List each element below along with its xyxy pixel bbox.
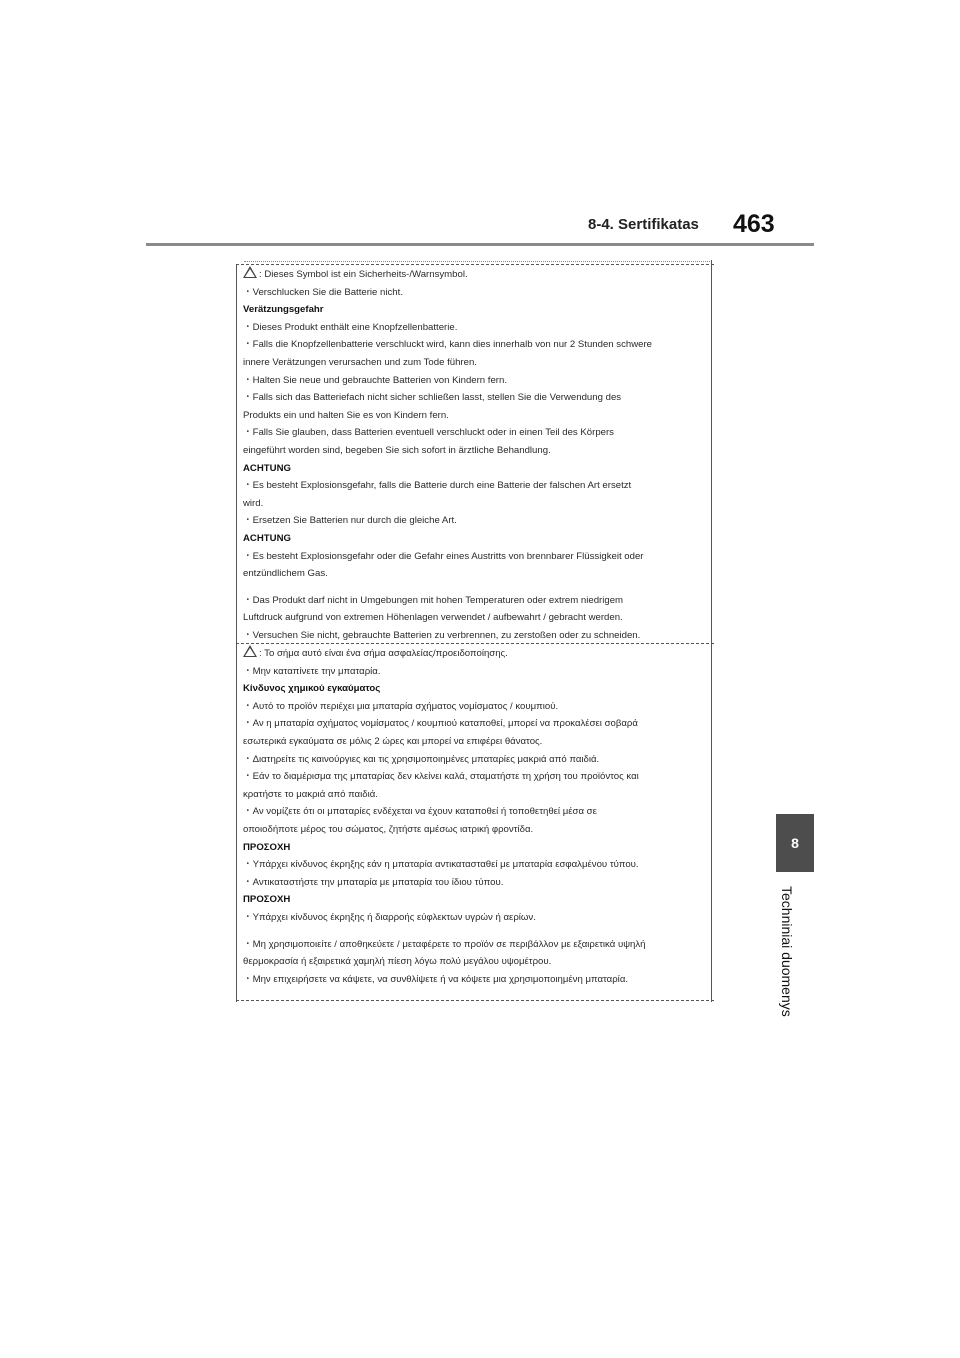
greek-line: κρατήστε το μακριά από παιδιά. — [243, 788, 378, 800]
german-line: entzündlichem Gas. — [243, 568, 328, 580]
german-line: wird. — [243, 497, 264, 509]
warning-triangle-icon — [243, 266, 257, 278]
greek-symbol-line — [243, 645, 703, 663]
header-divider — [146, 243, 814, 246]
german-line: ・Es besteht Explosionsgefahr oder die Gefahr eines Austritts von brennbarer Flüssigkeit oder — [243, 550, 644, 562]
german-warning-block — [243, 266, 703, 644]
greek-heading: ΠΡΟΣΟΧΗ — [243, 841, 291, 853]
chapter-title: Techniniai duomenys — [779, 886, 795, 1017]
german-line: ・Verschlucken Sie die Batterie nicht. — [243, 286, 403, 298]
greek-line: ・Μη χρησιμοποιείτε / αποθηκεύετε / μεταφέρετε το προϊόν σε περιβάλλον με εξαιρετικά υψηλή — [243, 938, 646, 950]
chapter-tab — [776, 814, 814, 872]
german-heading: Verätzungsgefahr — [243, 304, 324, 316]
german-line: ・Versuchen Sie nicht, gebrauchte Batterien zu verbrennen, zu zerstoßen oder zu schneiden. — [243, 629, 641, 641]
german-line: ・Ersetzen Sie Batterien nur durch die gleiche Art. — [243, 515, 457, 527]
greek-heading: Κίνδυνος χημικού εγκαύματος — [243, 683, 381, 695]
spacer — [243, 927, 703, 936]
greek-line: ・Αυτό το προϊόν περιέχει μια μπαταρία σχήματος νομίσματος / κουμπιού. — [243, 700, 559, 712]
german-line: ・Dieses Produkt enthält eine Knopfzellenbatterie. — [243, 321, 458, 333]
page-number: 463 — [733, 210, 775, 238]
greek-line: οποιοδήποτε μέρος του σώματος, ζητήστε αμέσως ιατρική φροντίδα. — [243, 823, 534, 835]
german-line: Produkts ein und halten Sie es von Kindern fern. — [243, 409, 449, 421]
greek-line: ・Μην επιχειρήσετε να κάψετε, να συνθλίψετε ή να κόψετε μια χρησιμοποιημένη μπαταρία. — [243, 973, 629, 985]
german-line: eingeführt worden sind, begeben Sie sich sofort in ärztliche Behandlung. — [243, 444, 551, 456]
german-line: ・Falls Sie glauben, dass Batterien eventuell verschluckt oder in einen Teil des Körpers — [243, 427, 614, 439]
chapter-number: 8 — [791, 835, 799, 851]
german-heading: ACHTUNG — [243, 462, 291, 474]
greek-line: θερμοκρασία ή εξαιρετικά χαμηλή πίεση λόγω πολύ μεγάλου υψομέτρου. — [243, 956, 552, 968]
spacer — [243, 583, 703, 592]
greek-line: ・Αντικαταστήστε την μπαταρία με μπαταρία του ίδιου τύπου. — [243, 876, 504, 888]
greek-line: ・Διατηρείτε τις καινούργιες και τις χρησιμοποιημένες μπαταρίες μακριά από παιδιά. — [243, 753, 600, 765]
german-line: ・Falls die Knopfzellenbatterie verschluckt wird, kann dies innerhalb von nur 2 Stunden schwere — [243, 339, 653, 351]
greek-line: ・Υπάρχει κίνδυνος έκρηξης εάν η μπαταρία αντικατασταθεί με μπαταρία εσφαλμένου τύπου. — [243, 859, 639, 871]
german-line: ・Es besteht Explosionsgefahr, falls die Batterie durch eine Batterie der falschen Art ersetzt — [243, 480, 632, 492]
greek-line: ・Αν νομίζετε ότι οι μπαταρίες ενδέχεται να έχουν καταποθεί ή τοποθετηθεί μέσα σε — [243, 806, 597, 818]
section-title: 8-4. Sertifikatas — [588, 216, 699, 233]
german-symbol-line — [243, 266, 703, 284]
frame-right-border — [711, 260, 712, 1002]
scan-top-edge — [244, 261, 710, 262]
greek-line: εσωτερικά εγκαύματα σε μόλις 2 ώρες και μπορεί να επιφέρει θάνατος. — [243, 735, 543, 747]
german-heading: ACHTUNG — [243, 532, 291, 544]
german-line: ・Falls sich das Batteriefach nicht sicher schließen lasst, stellen Sie die Verwendung des — [243, 392, 622, 404]
frame-left-border — [236, 264, 237, 1002]
greek-line: ・Μην καταπίνετε την μπαταρία. — [243, 665, 381, 677]
warning-triangle-icon — [243, 645, 257, 657]
greek-symbol-text: : Το σήμα αυτό είναι ένα σήμα ασφαλείας/προειδοποίησης. — [259, 648, 508, 659]
german-symbol-text: : Dieses Symbol ist ein Sicherheits-/Warnsymbol. — [259, 269, 468, 280]
german-line: innere Verätzungen verursachen und zum Tode führen. — [243, 356, 477, 368]
frame-top-border — [236, 264, 714, 265]
greek-line: ・Εάν το διαμέρισμα της μπαταρίας δεν κλείνει καλά, σταματήστε τη χρήση του προϊόντος και — [243, 771, 639, 783]
greek-heading: ΠΡΟΣΟΧΗ — [243, 894, 291, 906]
german-line: Luftdruck aufgrund von extremen Höhenlagen verwendet / aufbewahrt / gebracht werden. — [243, 612, 623, 624]
frame-bottom-border — [236, 1000, 714, 1001]
german-line: ・Halten Sie neue und gebrauchte Batterien von Kindern fern. — [243, 374, 508, 386]
greek-line: ・Αν η μπαταρία σχήματος νομίσματος / κουμπιού καταποθεί, μπορεί να προκαλέσει σοβαρά — [243, 718, 638, 730]
greek-line: ・Υπάρχει κίνδυνος έκρηξης ή διαρροής εύφλεκτων υγρών ή αερίων. — [243, 911, 536, 923]
german-line: ・Das Produkt darf nicht in Umgebungen mit hohen Temperaturen oder extrem niedrigem — [243, 594, 624, 606]
greek-warning-block — [243, 645, 703, 988]
